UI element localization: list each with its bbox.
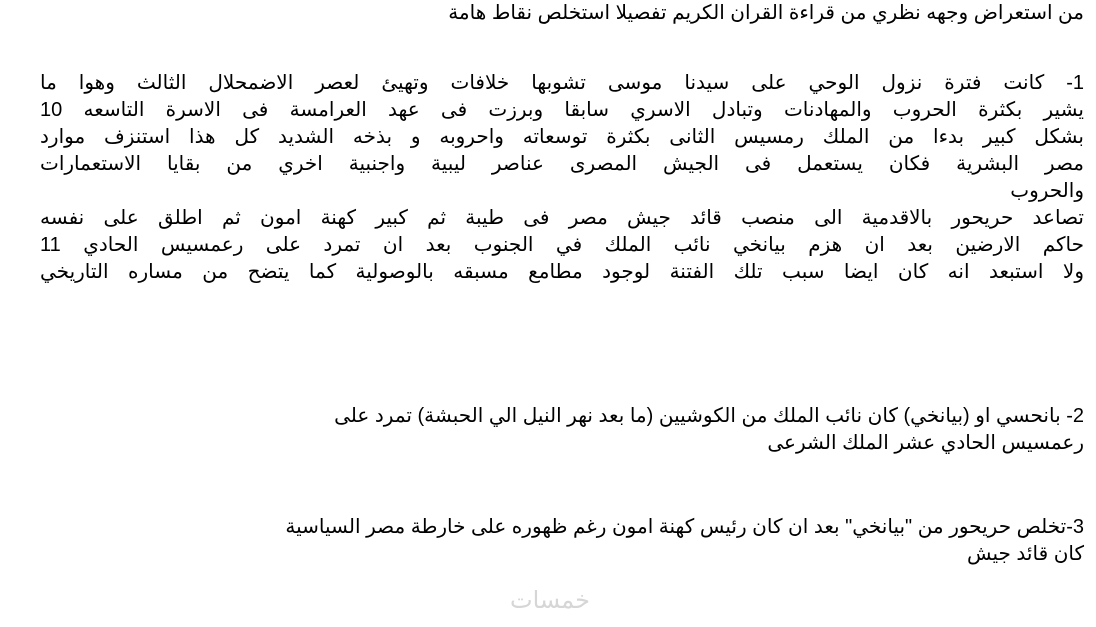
point3-line-1: 3-تخلص حريحور من "بيانخي" بعد ان كان رئيس كهنة امون رغم ظهوره على خارطة مصر السياسية	[285, 516, 1084, 538]
point2-line-1: 2- بانحسي او (بيانخي) كان نائب الملك من الكوشيين (ما بعد نهر النيل الي الحبشة) تمرد على	[334, 405, 1084, 427]
point3-line-2: كان قائد جيش	[966, 543, 1084, 565]
point2-line-2: رعمسيس الحادي عشر الملك الشرعى	[767, 432, 1084, 454]
point1-line-3: بشكل كبير بدءا من الملك رمسيس الثانى بكثرة توسعاته واحروبه و بذخه الشديد كل هذا استنزف موارد	[40, 126, 1084, 148]
watermark-logo: خمسات	[509, 586, 591, 614]
point1-line-5: والحروب	[1010, 180, 1084, 202]
point1-line-7: حاكم الارضين بعد ان هزم بيانخي نائب الملك في الجنوب بعد ان تمرد على رعمسيس الحادي 11	[40, 234, 1084, 256]
point1-line-4: مصر البشرية فكان يستعمل فى الجيش المصرى عناصر ليبية واجنبية اخري من بقايا الاستعمارات	[40, 153, 1084, 175]
point1-line-2: يشير بكثرة الحروب والمهادنات وتبادل الاسري سابقا وبرزت فى عهد العرامسة فى الاسرة التاسعه 10	[40, 99, 1084, 121]
point1-line-6: تصاعد حريحور بالاقدمية الى منصب قائد جيش مصر فى طيبة ثم كبير كهنة امون ثم اطلق على نفسه	[40, 207, 1084, 229]
intro-line: من استعراض وجهه نظري من قراءة القران الكريم تفصيلا استخلص نقاط هامة	[448, 2, 1084, 24]
point1-line-1: 1- كانت فترة نزول الوحي على سيدنا موسى تشوبها خلافات وتهيئ لعصر الاضمحلال الثالث وهوا ما	[40, 72, 1084, 94]
point1-line-8: ولا استبعد انه كان ايضا سبب تلك الفتنة لوجود مطامع مسبقه بالوصولية كما يتضح من مساره التاريخي	[40, 261, 1084, 283]
